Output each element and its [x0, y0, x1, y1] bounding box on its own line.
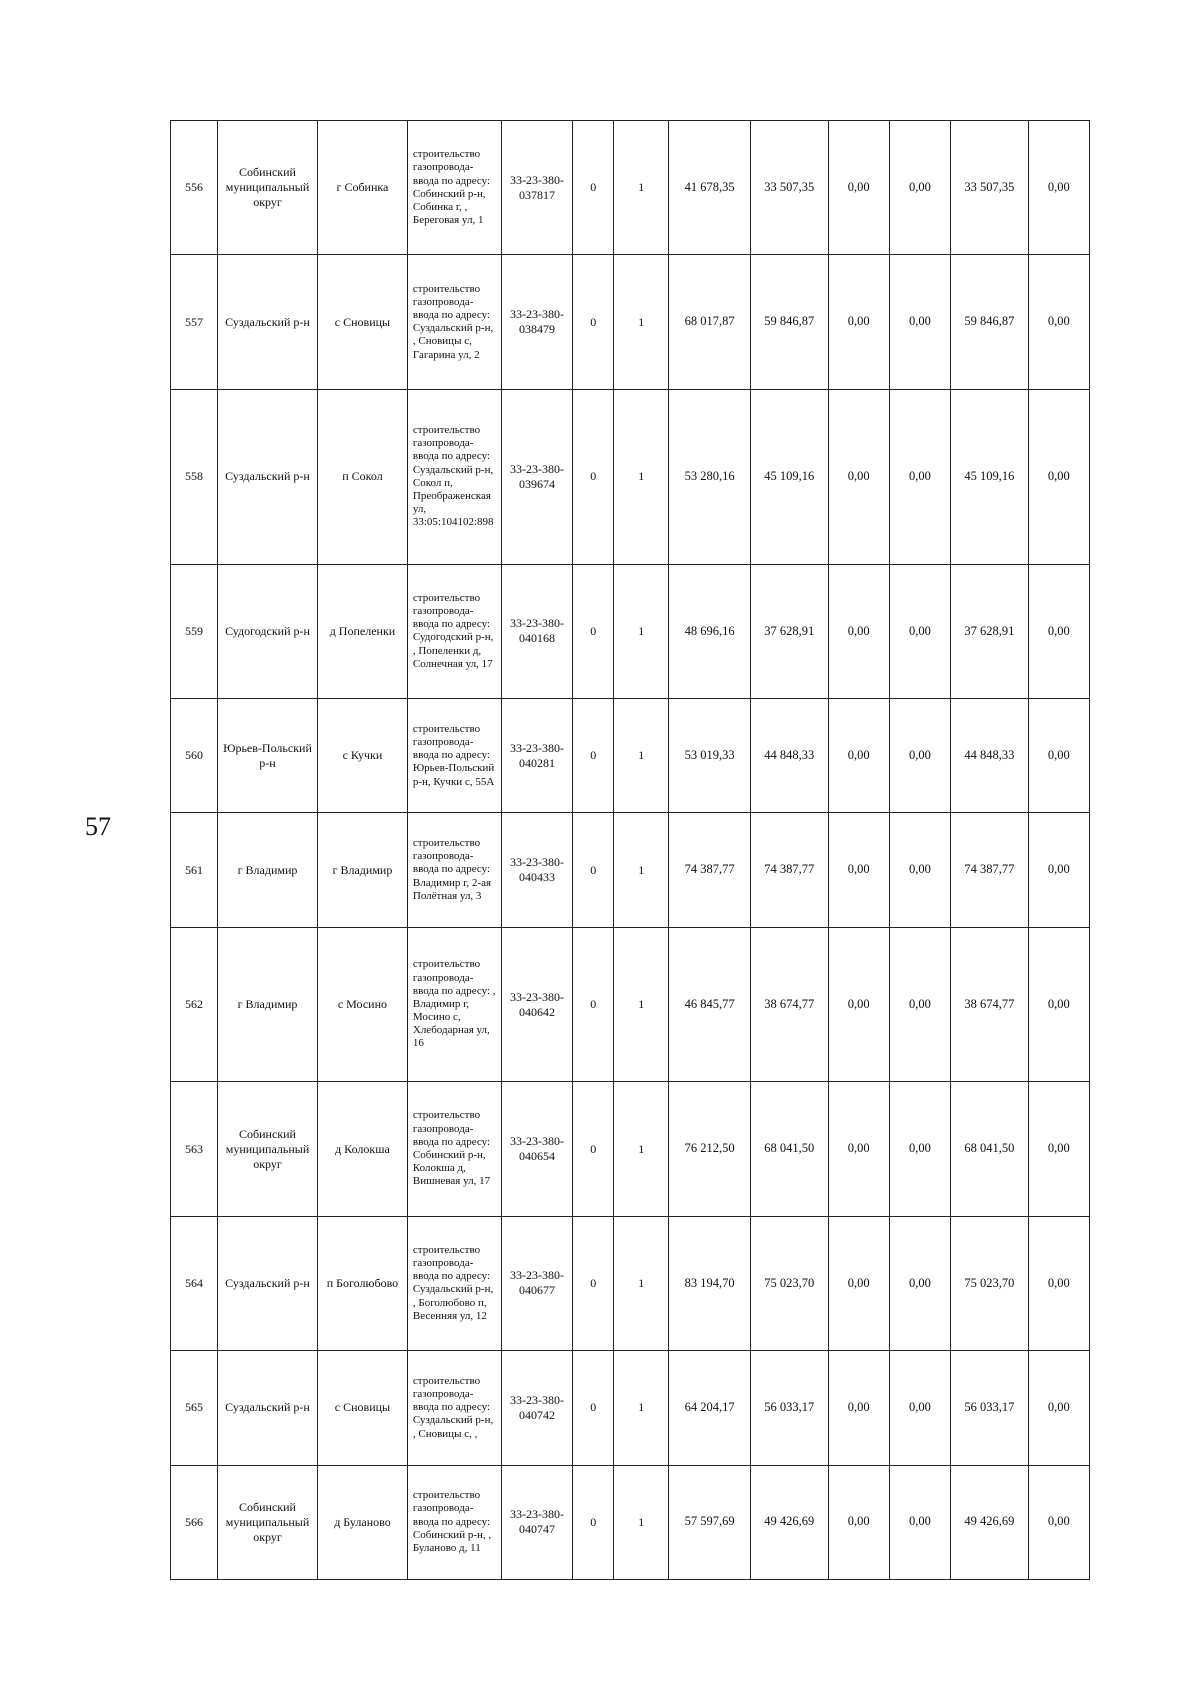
amount-cell: 0,00	[889, 121, 950, 255]
code-cell: 33-23-380-040654	[501, 1082, 572, 1216]
district-cell: Собинский муниципальный округ	[217, 121, 317, 255]
description-cell: строительство газопровода-ввода по адресу: Суздальский р-н, , Боголюбово п, Весенняя ул, 12	[407, 1216, 501, 1350]
table-row	[171, 255, 1090, 389]
district-cell: Собинский муниципальный округ	[217, 1465, 317, 1579]
amount-cell: 0,00	[828, 1351, 889, 1465]
amount-cell: 64 204,17	[669, 1351, 751, 1465]
code-cell: 33-23-380-040281	[501, 699, 572, 813]
description-cell: строительство газопровода-ввода по адресу: , Владимир г, Мосино с, Хлебодарная ул, 16	[407, 927, 501, 1082]
row-number-cell: 560	[171, 699, 218, 813]
amount-cell: 0,00	[1028, 1351, 1089, 1465]
table-body	[171, 121, 1090, 1580]
description-cell: строительство газопровода-ввода по адресу: Собинский р-н, , Буланово д, 11	[407, 1465, 501, 1579]
amount-cell: 0,00	[889, 699, 950, 813]
amount-cell: 74 387,77	[669, 813, 751, 927]
table-row	[171, 1465, 1090, 1579]
data-table-container	[170, 120, 1090, 1580]
amount-cell: 59 846,87	[750, 255, 828, 389]
code-cell: 33-23-380-040433	[501, 813, 572, 927]
amount-cell: 0,00	[828, 255, 889, 389]
amount-cell: 0,00	[828, 927, 889, 1082]
amount-cell: 53 280,16	[669, 389, 751, 564]
count-cell: 1	[614, 564, 669, 698]
amount-cell: 0,00	[828, 1465, 889, 1579]
amount-cell: 0,00	[889, 927, 950, 1082]
amount-cell: 76 212,50	[669, 1082, 751, 1216]
flag-cell: 0	[573, 1216, 614, 1350]
locality-cell: с Мосино	[318, 927, 408, 1082]
flag-cell: 0	[573, 813, 614, 927]
code-cell: 33-23-380-040677	[501, 1216, 572, 1350]
table-row	[171, 564, 1090, 698]
count-cell: 1	[614, 699, 669, 813]
amount-cell: 0,00	[1028, 564, 1089, 698]
flag-cell: 0	[573, 927, 614, 1082]
amount-cell: 0,00	[828, 1216, 889, 1350]
amount-cell: 56 033,17	[750, 1351, 828, 1465]
flag-cell: 0	[573, 1465, 614, 1579]
amount-cell: 56 033,17	[951, 1351, 1029, 1465]
description-cell: строительство газопровода-ввода по адресу: Суздальский р-н, , Сновицы с, ,	[407, 1351, 501, 1465]
locality-cell: г Владимир	[318, 813, 408, 927]
district-cell: Суздальский р-н	[217, 389, 317, 564]
code-cell: 33-23-380-039674	[501, 389, 572, 564]
count-cell: 1	[614, 1351, 669, 1465]
amount-cell: 75 023,70	[951, 1216, 1029, 1350]
amount-cell: 0,00	[889, 1465, 950, 1579]
district-cell: г Владимир	[217, 813, 317, 927]
table-row	[171, 389, 1090, 564]
description-cell: строительство газопровода-ввода по адресу: Собинский р-н, Собинка г, , Береговая ул, 1	[407, 121, 501, 255]
amount-cell: 53 019,33	[669, 699, 751, 813]
count-cell: 1	[614, 121, 669, 255]
table-row	[171, 1351, 1090, 1465]
locality-cell: д Буланово	[318, 1465, 408, 1579]
amount-cell: 0,00	[889, 813, 950, 927]
amount-cell: 0,00	[1028, 389, 1089, 564]
row-number-cell: 566	[171, 1465, 218, 1579]
code-cell: 33-23-380-040642	[501, 927, 572, 1082]
flag-cell: 0	[573, 699, 614, 813]
district-cell: Собинский муниципальный округ	[217, 1082, 317, 1216]
amount-cell: 75 023,70	[750, 1216, 828, 1350]
description-cell: строительство газопровода-ввода по адресу: Владимир г, 2-ая Полётная ул, 3	[407, 813, 501, 927]
row-number-cell: 565	[171, 1351, 218, 1465]
amount-cell: 48 696,16	[669, 564, 751, 698]
amount-cell: 74 387,77	[750, 813, 828, 927]
amount-cell: 0,00	[828, 389, 889, 564]
row-number-cell: 559	[171, 564, 218, 698]
flag-cell: 0	[573, 564, 614, 698]
amount-cell: 0,00	[889, 1351, 950, 1465]
code-cell: 33-23-380-038479	[501, 255, 572, 389]
amount-cell: 0,00	[889, 1216, 950, 1350]
count-cell: 1	[614, 1082, 669, 1216]
amount-cell: 49 426,69	[951, 1465, 1029, 1579]
amount-cell: 38 674,77	[951, 927, 1029, 1082]
amount-cell: 0,00	[828, 813, 889, 927]
district-cell: г Владимир	[217, 927, 317, 1082]
amount-cell: 44 848,33	[951, 699, 1029, 813]
amount-cell: 0,00	[1028, 927, 1089, 1082]
page-number: 57	[85, 812, 111, 841]
district-cell: Юрьев-Польский р-н	[217, 699, 317, 813]
description-cell: строительство газопровода-ввода по адресу: Суздальский р-н, , Сновицы с, Гагарина ул, 2	[407, 255, 501, 389]
amount-cell: 49 426,69	[750, 1465, 828, 1579]
code-cell: 33-23-380-040747	[501, 1465, 572, 1579]
locality-cell: г Собинка	[318, 121, 408, 255]
amount-cell: 0,00	[889, 1082, 950, 1216]
count-cell: 1	[614, 813, 669, 927]
table-row	[171, 699, 1090, 813]
locality-cell: с Сновицы	[318, 255, 408, 389]
table-row	[171, 927, 1090, 1082]
district-cell: Суздальский р-н	[217, 1216, 317, 1350]
amount-cell: 0,00	[889, 389, 950, 564]
amount-cell: 45 109,16	[750, 389, 828, 564]
description-cell: строительство газопровода-ввода по адресу: Собинский р-н, Колокша д, Вишневая ул, 17	[407, 1082, 501, 1216]
amount-cell: 37 628,91	[750, 564, 828, 698]
table-row	[171, 1216, 1090, 1350]
amount-cell: 0,00	[1028, 699, 1089, 813]
amount-cell: 41 678,35	[669, 121, 751, 255]
district-cell: Судогодский р-н	[217, 564, 317, 698]
row-number-cell: 556	[171, 121, 218, 255]
locality-cell: с Сновицы	[318, 1351, 408, 1465]
amount-cell: 68 017,87	[669, 255, 751, 389]
amount-cell: 0,00	[828, 121, 889, 255]
data-table	[170, 120, 1090, 1580]
amount-cell: 68 041,50	[951, 1082, 1029, 1216]
code-cell: 33-23-380-040742	[501, 1351, 572, 1465]
flag-cell: 0	[573, 121, 614, 255]
amount-cell: 38 674,77	[750, 927, 828, 1082]
amount-cell: 0,00	[889, 564, 950, 698]
row-number-cell: 564	[171, 1216, 218, 1350]
table-row	[171, 1082, 1090, 1216]
amount-cell: 68 041,50	[750, 1082, 828, 1216]
amount-cell: 33 507,35	[951, 121, 1029, 255]
flag-cell: 0	[573, 255, 614, 389]
flag-cell: 0	[573, 1082, 614, 1216]
table-row	[171, 121, 1090, 255]
amount-cell: 83 194,70	[669, 1216, 751, 1350]
code-cell: 33-23-380-040168	[501, 564, 572, 698]
flag-cell: 0	[573, 1351, 614, 1465]
row-number-cell: 563	[171, 1082, 218, 1216]
row-number-cell: 557	[171, 255, 218, 389]
description-cell: строительство газопровода-ввода по адресу: Юрьев-Польский р-н, Кучки с, 55А	[407, 699, 501, 813]
amount-cell: 46 845,77	[669, 927, 751, 1082]
amount-cell: 0,00	[1028, 1216, 1089, 1350]
code-cell: 33-23-380-037817	[501, 121, 572, 255]
amount-cell: 0,00	[1028, 121, 1089, 255]
amount-cell: 0,00	[828, 564, 889, 698]
description-cell: строительство газопровода-ввода по адресу: Судогодский р-н, , Попеленки д, Солнечная ул, 17	[407, 564, 501, 698]
flag-cell: 0	[573, 389, 614, 564]
amount-cell: 0,00	[828, 1082, 889, 1216]
locality-cell: п Сокол	[318, 389, 408, 564]
count-cell: 1	[614, 255, 669, 389]
amount-cell: 0,00	[1028, 813, 1089, 927]
district-cell: Суздальский р-н	[217, 255, 317, 389]
count-cell: 1	[614, 927, 669, 1082]
amount-cell: 0,00	[828, 699, 889, 813]
table-row	[171, 813, 1090, 927]
locality-cell: д Колокша	[318, 1082, 408, 1216]
row-number-cell: 558	[171, 389, 218, 564]
amount-cell: 33 507,35	[750, 121, 828, 255]
district-cell: Суздальский р-н	[217, 1351, 317, 1465]
row-number-cell: 561	[171, 813, 218, 927]
amount-cell: 37 628,91	[951, 564, 1029, 698]
description-cell: строительство газопровода-ввода по адресу: Суздальский р-н, Сокол п, Преображенская ул, 33:05:104102:898	[407, 389, 501, 564]
amount-cell: 0,00	[1028, 1082, 1089, 1216]
row-number-cell: 562	[171, 927, 218, 1082]
amount-cell: 0,00	[1028, 255, 1089, 389]
count-cell: 1	[614, 389, 669, 564]
amount-cell: 59 846,87	[951, 255, 1029, 389]
amount-cell: 44 848,33	[750, 699, 828, 813]
amount-cell: 0,00	[1028, 1465, 1089, 1579]
amount-cell: 74 387,77	[951, 813, 1029, 927]
count-cell: 1	[614, 1465, 669, 1579]
amount-cell: 57 597,69	[669, 1465, 751, 1579]
locality-cell: с Кучки	[318, 699, 408, 813]
amount-cell: 0,00	[889, 255, 950, 389]
locality-cell: д Попеленки	[318, 564, 408, 698]
locality-cell: п Боголюбово	[318, 1216, 408, 1350]
amount-cell: 45 109,16	[951, 389, 1029, 564]
count-cell: 1	[614, 1216, 669, 1350]
